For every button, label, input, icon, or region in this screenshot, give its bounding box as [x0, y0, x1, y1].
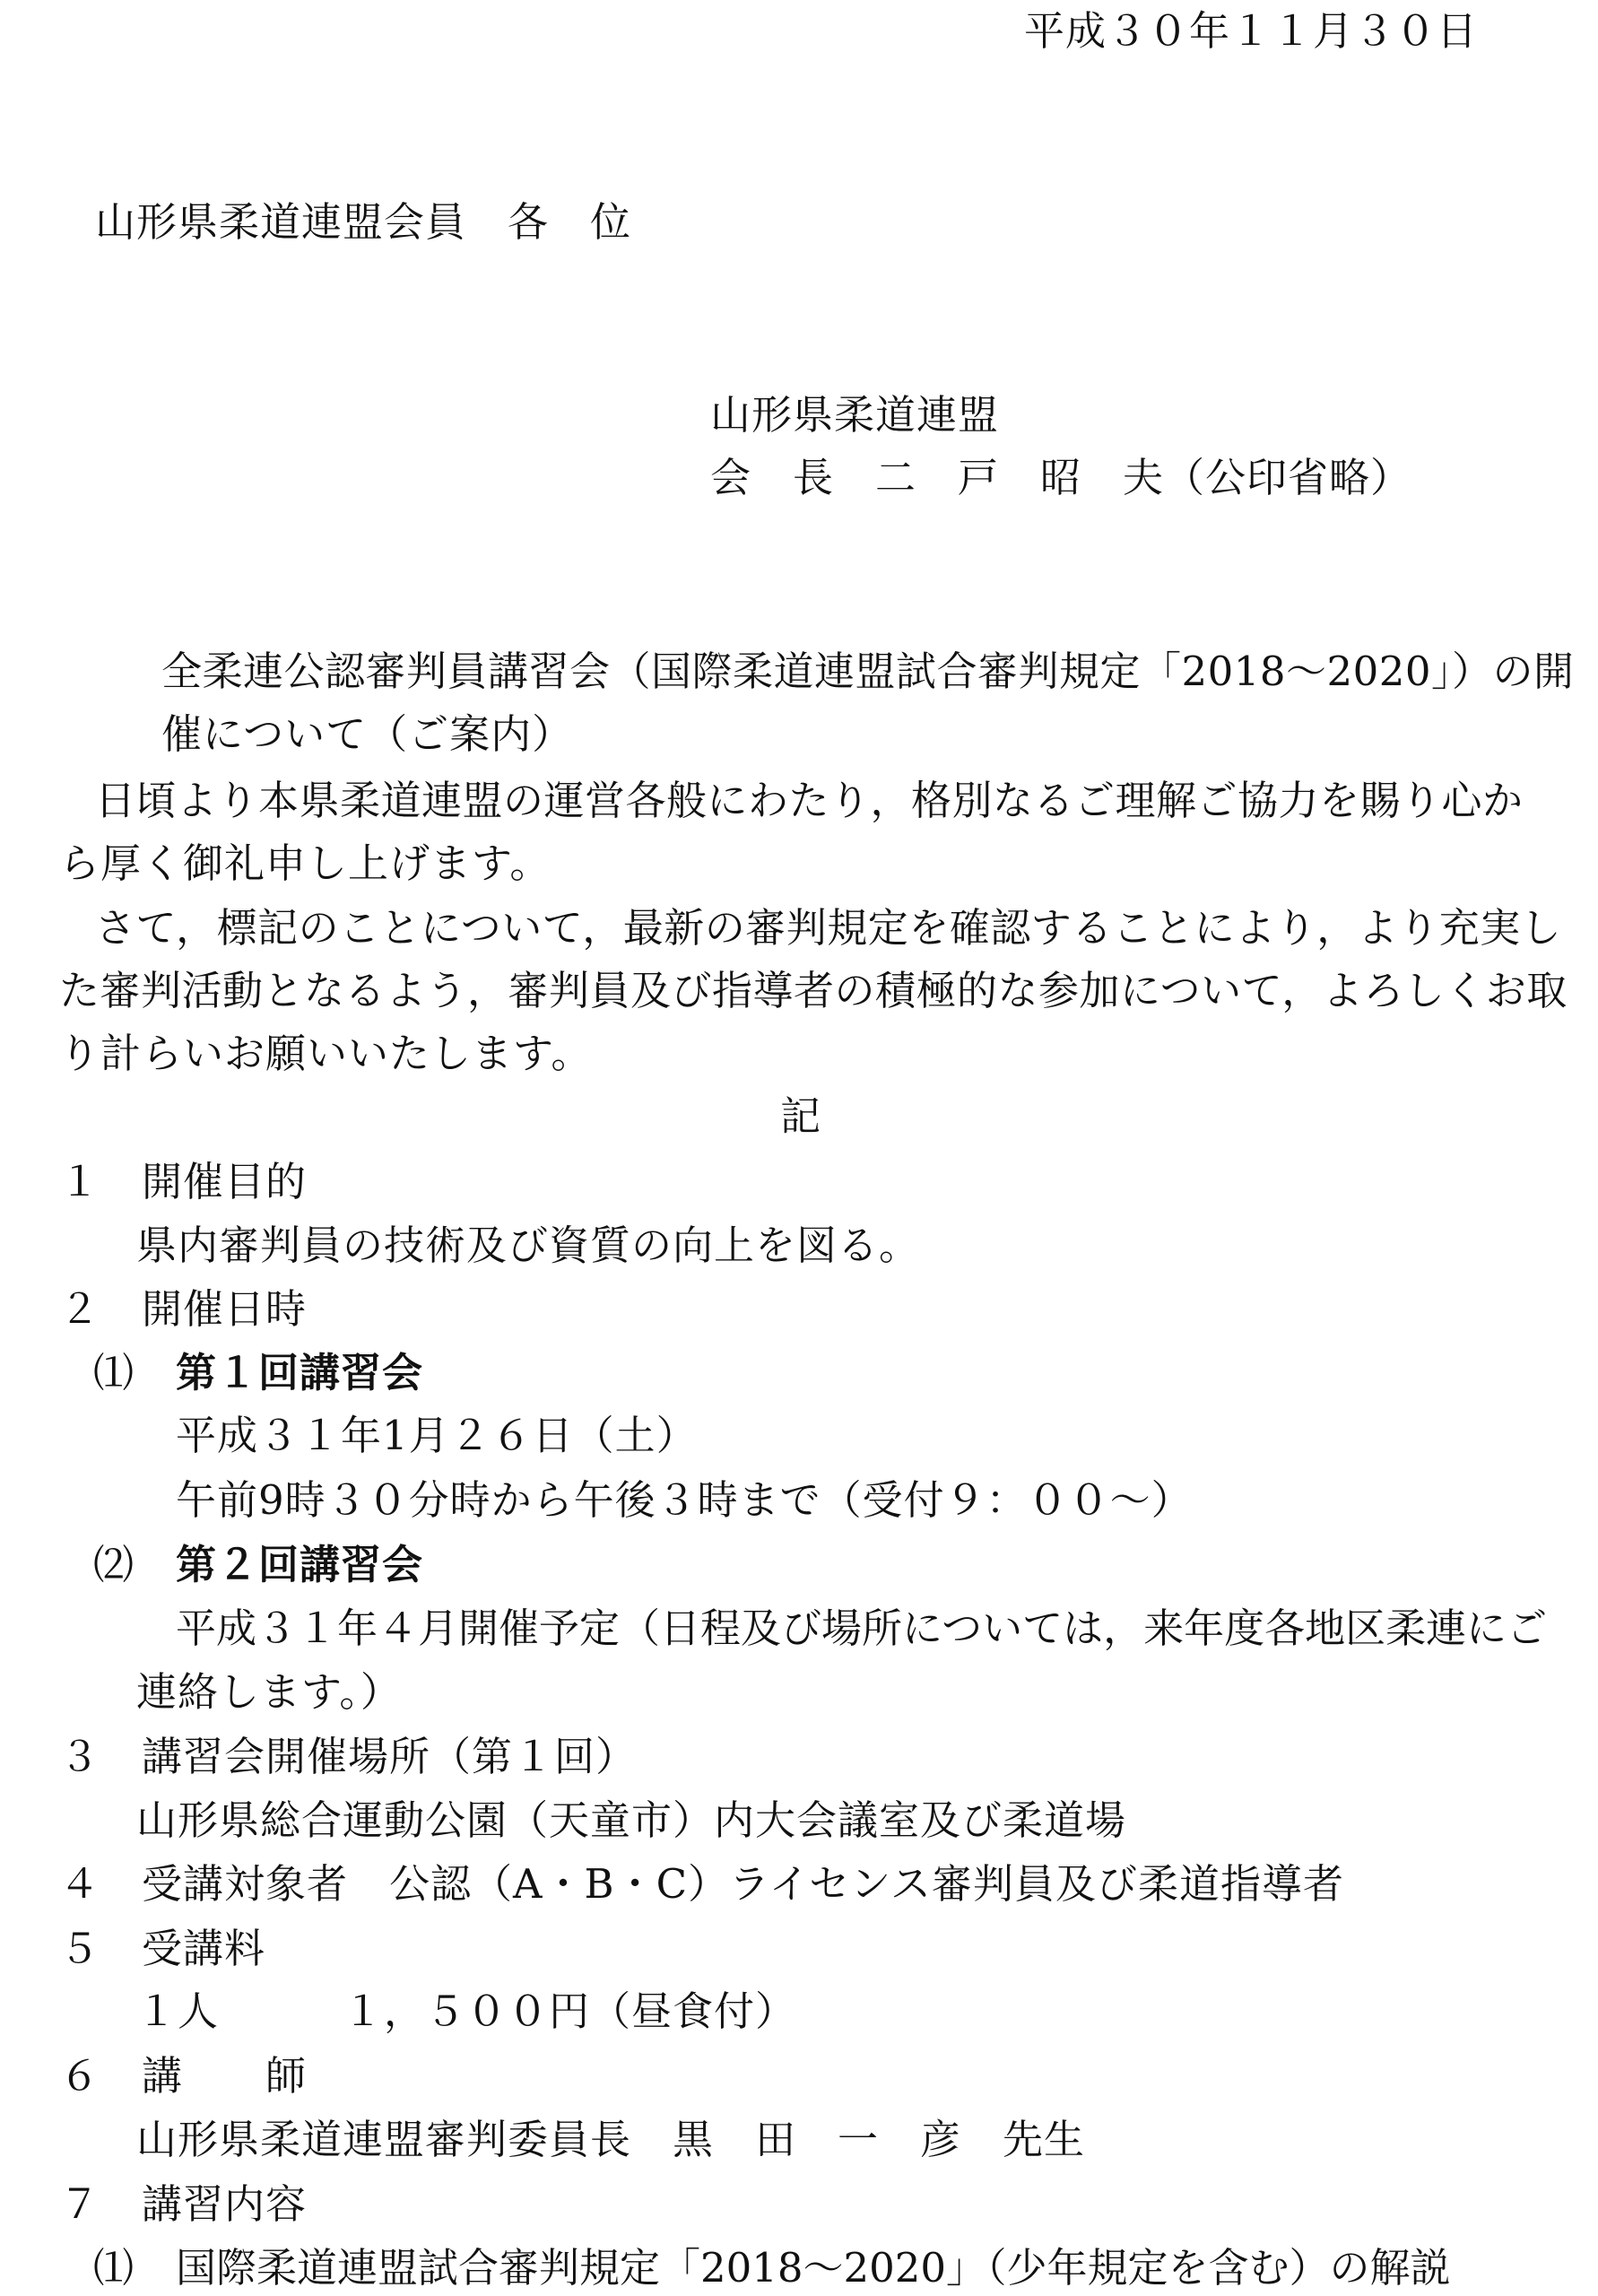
item-2-sub-2-line-2: 連絡します。）: [136, 1668, 402, 1716]
body-paragraph-2-line-1: さて，標記のことについて，最新の審判規定を確認することにより，より充実し: [95, 904, 1562, 952]
item-1-heading: １ 開催目的: [59, 1158, 308, 1205]
item-2-sub-1-time: 午前9時３０分時から午後３時まで（受付９：００～）: [176, 1476, 1193, 1524]
ki-heading: 記: [780, 1092, 822, 1140]
item-2-sub-1-date: 平成３１年1月２６日（土）: [176, 1412, 698, 1459]
item-7-heading: ７ 講習内容: [59, 2180, 308, 2228]
body-paragraph-2-line-3: り計らいお願いいたします。: [59, 1030, 593, 1077]
subject-line-1: 全柔連公認審判員講習会（国際柔道連盟試合審判規定「2018～2020」）の開: [161, 648, 1575, 695]
item-3-text: 山形県総合運動公園（天童市）内大会議室及び柔道場: [136, 1796, 1127, 1844]
item-5-text: １人 １，５００円（昼食付）: [136, 1987, 797, 2035]
body-paragraph-1-line-1: 日頃より本県柔道連盟の運営各般にわたり，格別なるご理解ご協力を賜り心か: [95, 777, 1524, 824]
item-2-sub-1-title: 第１回講習会: [176, 1349, 424, 1396]
addressee: 山形県柔道連盟会員 各 位: [95, 198, 632, 246]
body-paragraph-2-line-2: た審判活動となるよう，審判員及び指導者の積極的な参加について，よろしくお取: [59, 967, 1568, 1014]
sender-org: 山形県柔道連盟: [710, 391, 1000, 439]
item-2-sub-2-line-1: 平成３１年４月開催予定（日程及び場所については，来年度各地区柔連にご: [176, 1605, 1548, 1652]
item-2-sub-1-number: ⑴: [93, 1349, 135, 1396]
item-4-heading: ４ 受講対象者 公認（A・B・C）ライセンス審判員及び柔道指導者: [59, 1860, 1344, 1908]
item-1-text: 県内審判員の技術及び資質の向上を図る。: [136, 1222, 921, 1269]
item-2-sub-2-title: 第２回講習会: [176, 1541, 424, 1588]
sender-person: 会 長 二 戸 昭 夫（公印省略）: [710, 454, 1412, 501]
item-5-heading: ５ 受講料: [59, 1925, 266, 1972]
body-paragraph-1-line-2: ら厚く御礼申し上げます。: [59, 839, 551, 887]
item-7-sub-1-text: 国際柔道連盟試合審判規定「2018～2020」（少年規定を含む）の解説: [176, 2244, 1451, 2292]
item-6-text: 山形県柔道連盟審判委員長 黒 田 一 彦 先生: [136, 2116, 1086, 2163]
document-date: 平成３０年１１月３０日: [1024, 7, 1479, 55]
item-2-sub-2-number: ⑵: [93, 1541, 135, 1588]
item-6-heading: ６ 講 師: [59, 2052, 308, 2100]
subject-line-2: 催について（ご案内）: [161, 710, 574, 758]
item-7-sub-1-number: ⑴: [93, 2244, 135, 2292]
item-2-heading: ２ 開催日時: [59, 1285, 308, 1333]
item-3-heading: ３ 講習会開催場所（第１回）: [59, 1733, 638, 1780]
